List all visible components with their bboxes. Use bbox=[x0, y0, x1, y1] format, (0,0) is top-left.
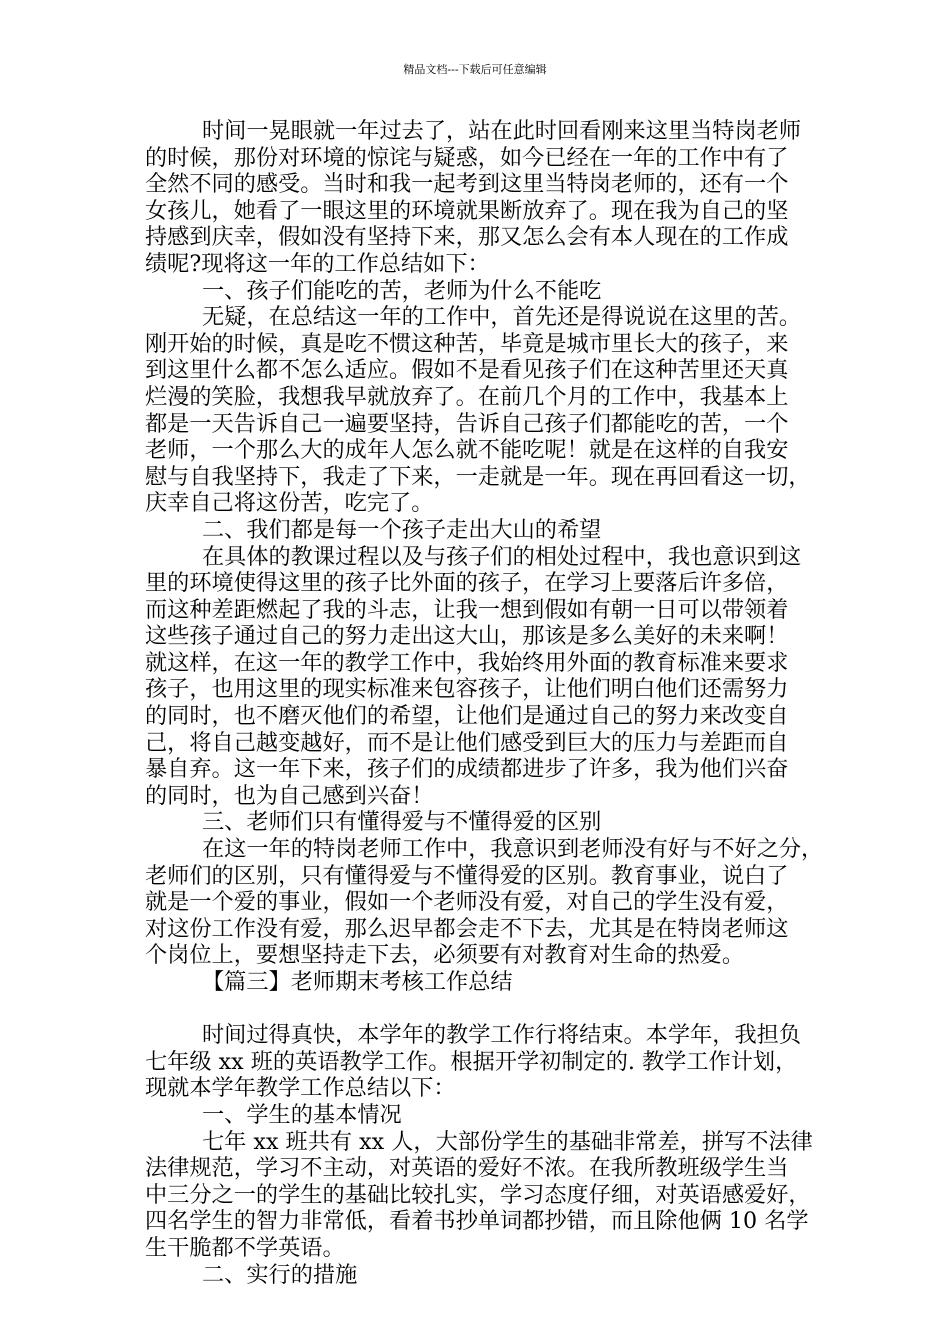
blank-line bbox=[145, 996, 835, 1023]
text-line: 二、我们都是每一个孩子走出大山的希望 bbox=[202, 516, 602, 543]
text-line: 对这份工作没有爱，那么迟早都会走不下去，尤其是在特岗老师这 bbox=[145, 915, 789, 942]
document-body bbox=[145, 118, 835, 1288]
text-line: 里的环境使得这里的孩子比外面的孩子，在学习上要落后许多倍， bbox=[145, 570, 789, 597]
text-line: 女孩儿，她看了一眼这里的环境就果断放弃了。现在我为自己的坚 bbox=[145, 197, 789, 224]
text-line: 就这样，在这一年的教学工作中，我始终用外面的教育标准来要求 bbox=[145, 649, 789, 676]
text-line: 的同时，也不磨灭他们的希望，让他们是通过自己的努力来改变自 bbox=[145, 703, 789, 730]
text-line: 七年级 xx 班的英语教学工作。根据开学初制定的. 教学工作计划， bbox=[145, 1048, 798, 1075]
text-line: 持感到庆幸，假如没有坚持下来，那又怎么会有本人现在的工作成 bbox=[145, 224, 789, 251]
text-line: 烂漫的笑脸，我想我早就放弃了。在前几个月的工作中，我基本上 bbox=[145, 383, 789, 410]
text-line: 的时候，那份对环境的惊诧与疑惑，如今已经在一年的工作中有了 bbox=[145, 144, 789, 171]
text-line: 现就本学年教学工作总结以下： bbox=[145, 1075, 456, 1102]
text-line: 庆幸自己将这份苦，吃完了。 bbox=[145, 490, 434, 517]
text-line: 七年 xx 班共有 xx 人，大部份学生的基础非常差，拼写不法律 bbox=[202, 1128, 813, 1155]
text-line: 四名学生的智力非常低，看着书抄单词都抄错，而且除他俩 10 名学 bbox=[145, 1208, 809, 1235]
text-line: 暴自弃。这一年下来，孩子们的成绩都进步了许多，我为他们兴奋 bbox=[145, 756, 789, 783]
text-line: 老师，一个那么大的成年人怎么就不能吃呢！就是在这样的自我安 bbox=[145, 437, 789, 464]
text-line: 生干脆都不学英语。 bbox=[145, 1234, 345, 1261]
text-line: 都是一天告诉自己一遍要坚持，告诉自己孩子们都能吃的苦，一个 bbox=[145, 410, 789, 437]
text-line: 【篇三】老师期末考核工作总结 bbox=[202, 969, 513, 995]
text-line: 在这一年的特岗老师工作中，我意识到老师没有好与不好之分， bbox=[202, 836, 824, 863]
text-line: 无疑，在总结这一年的工作中，首先还是得说说在这里的苦。 bbox=[202, 304, 802, 331]
text-line: 中三分之一的学生的基础比较扎实，学习态度仔细，对英语感爱好， bbox=[145, 1181, 811, 1208]
text-line: 老师们的区别，只有懂得爱与不懂得爱的区别。教育事业，说白了 bbox=[145, 862, 789, 889]
text-line: 时间一晃眼就一年过去了，站在此时回看刚来这里当特岗老师 bbox=[202, 118, 802, 144]
text-line: 就是一个爱的事业，假如一个老师没有爱，对自己的学生没有爱， bbox=[145, 889, 789, 916]
text-line: 到这里什么都不怎么适应。假如不是看见孩子们在这种苦里还天真 bbox=[145, 357, 789, 384]
text-line: 绩呢?现将这一年的工作总结如下： bbox=[145, 250, 490, 277]
text-line: 刚开始的时候，真是吃不惯这种苦，毕竟是城市里长大的孩子，来 bbox=[145, 330, 789, 357]
text-line: 己，将自己越变越好，而不是让他们感受到巨大的压力与差距而自 bbox=[145, 729, 789, 756]
text-line: 全然不同的感受。当时和我一起考到这里当特岗老师的，还有一个 bbox=[145, 171, 789, 198]
text-line: 一、学生的基本情况 bbox=[202, 1101, 402, 1128]
text-line: 的同时，也为自己感到兴奋！ bbox=[145, 782, 434, 809]
text-line: 时间过得真快，本学年的教学工作行将结束。本学年，我担负 bbox=[202, 1022, 802, 1049]
text-line: 而这种差距燃起了我的斗志，让我一想到假如有朝一日可以带领着 bbox=[145, 596, 789, 623]
text-line: 在具体的教课过程以及与孩子们的相处过程中，我也意识到这 bbox=[202, 543, 802, 570]
page-header: 精品文档---下载后可任意编辑 bbox=[403, 63, 547, 76]
text-line: 法律规范，学习不主动，对英语的爱好不浓。在我所教班级学生当 bbox=[145, 1155, 789, 1182]
text-line: 一、孩子们能吃的苦，老师为什么不能吃 bbox=[202, 277, 602, 304]
text-line: 个岗位上，要想坚持走下去，必须要有对教育对生命的热爱。 bbox=[145, 942, 745, 969]
text-line: 三、老师们只有懂得爱与不懂得爱的区别 bbox=[202, 809, 602, 836]
text-line: 这些孩子通过自己的努力走出这大山，那该是多么美好的未来啊！ bbox=[145, 623, 789, 650]
text-line: 二、实行的措施 bbox=[202, 1261, 358, 1288]
text-line: 孩子，也用这里的现实标准来包容孩子，让他们明白他们还需努力 bbox=[145, 676, 789, 703]
text-line: 慰与自我坚持下，我走了下来，一走就是一年。现在再回看这一切， bbox=[145, 463, 811, 490]
